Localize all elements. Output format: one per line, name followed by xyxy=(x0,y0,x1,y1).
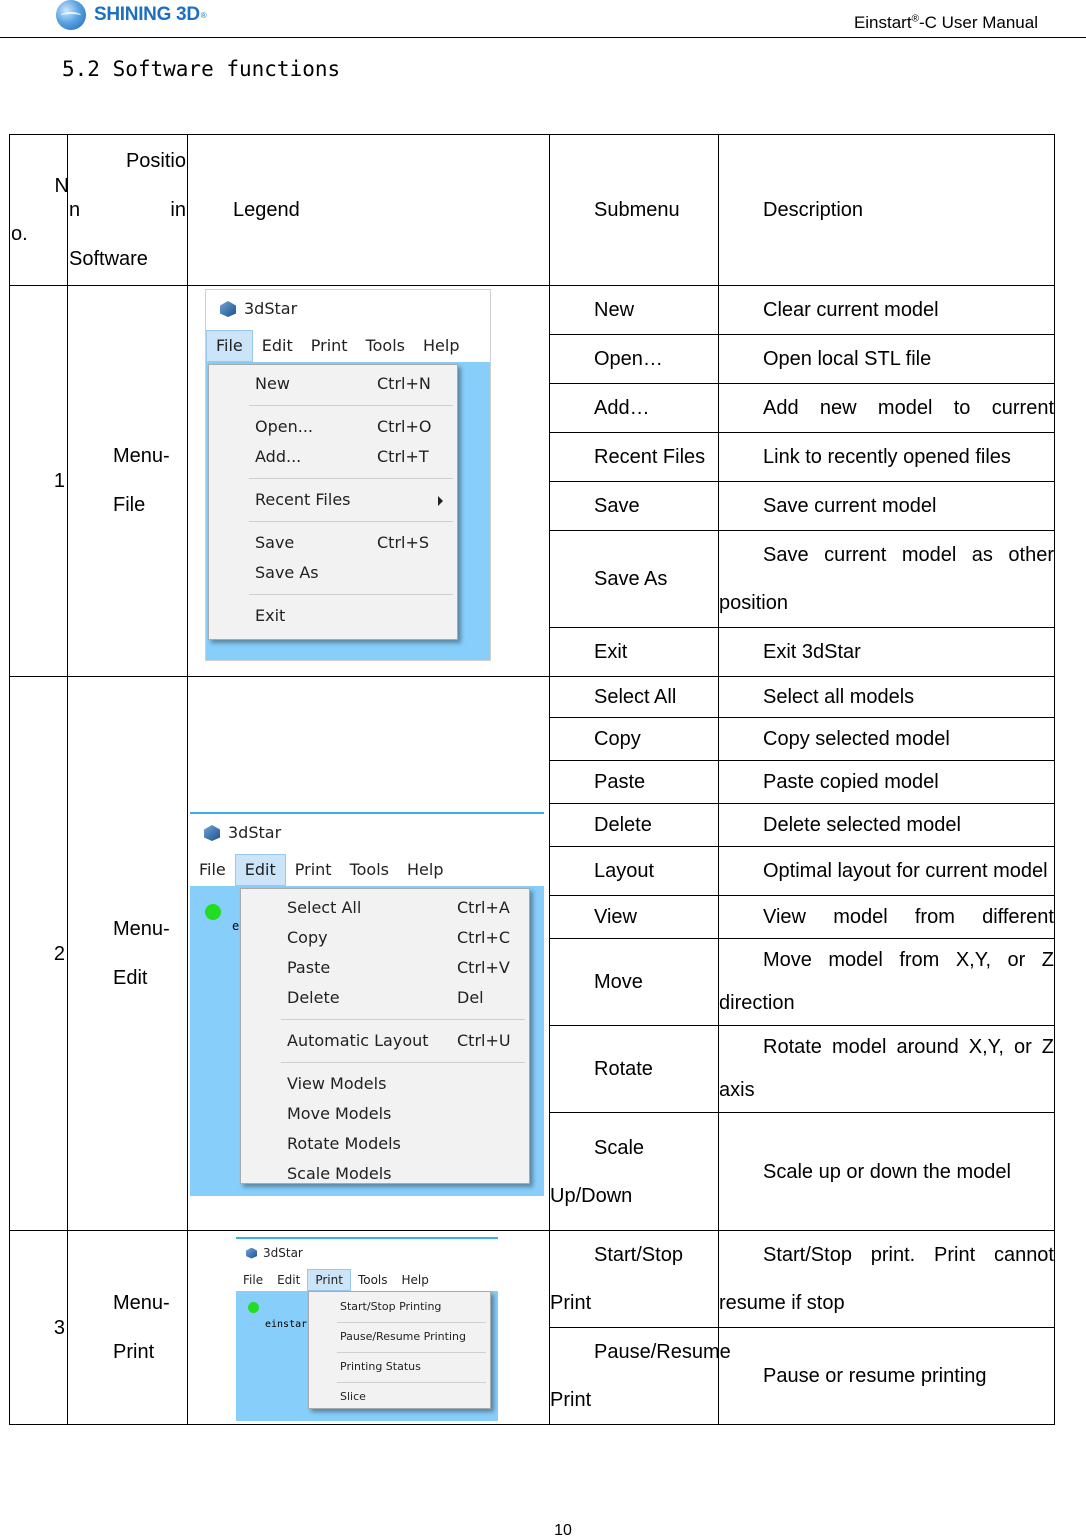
header-submenu: Submenu xyxy=(550,135,719,286)
description-cell: Add new model to current xyxy=(719,384,1055,433)
menu-help[interactable]: Help xyxy=(407,860,444,879)
header-legend: Legend xyxy=(188,135,550,286)
menu-item-paste[interactable]: Paste Ctrl+V xyxy=(287,958,510,977)
description-cell: Pause or resume printing xyxy=(719,1328,1055,1425)
print-menu-screenshot: 3dStar File Edit Print Tools Help einstar Start/Stop Printing Pause/Resume Printing Printing Status Slice xyxy=(236,1237,498,1421)
submenu-cell: Open… xyxy=(550,335,719,384)
table-header-row xyxy=(10,135,1055,286)
description-cell: Link to recently opened files xyxy=(719,433,1055,482)
submenu-cell: New xyxy=(550,286,719,335)
description-cell: Scale up or down the model xyxy=(719,1113,1055,1231)
menu-item-rotate-models[interactable]: Rotate Models xyxy=(287,1134,401,1153)
menu-file[interactable]: File xyxy=(206,330,253,362)
submenu-cell: Scale Up/Down xyxy=(550,1113,719,1231)
shining3d-logo xyxy=(56,0,207,30)
description-cell: Save current model xyxy=(719,482,1055,531)
description-cell: View model from different xyxy=(719,896,1055,939)
description-cell: Start/Stop print. Print cannot resume if stop xyxy=(719,1231,1055,1328)
submenu-arrow-icon xyxy=(438,496,443,506)
submenu-cell: Paste xyxy=(550,761,719,804)
menu-file[interactable]: File xyxy=(199,860,226,879)
description-cell: Save current model as other position xyxy=(719,531,1055,628)
position-cell: Menu- Print xyxy=(68,1231,188,1425)
row-number: 1 xyxy=(10,286,68,677)
description-cell: Optimal layout for current model xyxy=(719,847,1055,896)
menu-item-exit[interactable]: Exit xyxy=(255,606,286,625)
menu-print[interactable]: Print xyxy=(310,336,348,355)
menu-edit[interactable]: Edit xyxy=(235,854,286,886)
position-cell: Menu- Edit xyxy=(68,677,188,1231)
model-label: einstar xyxy=(265,1319,308,1330)
edit-menu-screenshot: 3dStar File Edit Print Tools Help e Select All Ctrl+A Copy Ctrl+C Paste Ctrl+V Delete Del Automatic Layout Ctrl+U View Models Move Models Rotate Models Scale Models xyxy=(190,812,544,1196)
menu-item-start-stop-printing[interactable]: Start/Stop Printing xyxy=(340,1300,442,1313)
table-row xyxy=(10,677,1055,718)
table-row xyxy=(10,286,1055,335)
description-cell: Exit 3dStar xyxy=(719,628,1055,677)
menu-tools[interactable]: Tools xyxy=(357,1273,388,1287)
submenu-cell: Exit xyxy=(550,628,719,677)
menu-item-save[interactable]: Save Ctrl+S xyxy=(255,533,430,552)
menu-edit[interactable]: Edit xyxy=(261,336,293,355)
menu-separator xyxy=(249,478,453,479)
submenu-cell: Add… xyxy=(550,384,719,433)
menu-item-new[interactable]: New Ctrl+N xyxy=(255,374,431,393)
model-status-dot-icon xyxy=(205,904,221,920)
header-description: Description xyxy=(719,135,1055,286)
menu-bar xyxy=(206,330,490,362)
submenu-cell: Copy xyxy=(550,718,719,761)
menu-print[interactable]: Print xyxy=(294,860,332,879)
menu-separator xyxy=(337,1322,486,1323)
description-cell: Clear current model xyxy=(719,286,1055,335)
menu-item-select-all[interactable]: Select All Ctrl+A xyxy=(287,898,510,917)
menu-separator xyxy=(249,594,453,595)
menu-file[interactable]: File xyxy=(243,1273,264,1287)
description-cell: Move model from X,Y, or Z direction xyxy=(719,939,1055,1026)
submenu-cell: Select All xyxy=(550,677,719,718)
menu-help[interactable]: Help xyxy=(401,1273,429,1287)
description-cell: Paste copied model xyxy=(719,761,1055,804)
description-cell: Copy selected model xyxy=(719,718,1055,761)
menu-tools[interactable]: Tools xyxy=(365,336,405,355)
header-position: Positio n in Software xyxy=(68,135,188,286)
menu-item-printing-status[interactable]: Printing Status xyxy=(340,1360,421,1373)
page-number: 10 xyxy=(554,1522,572,1538)
submenu-cell: Save xyxy=(550,482,719,531)
menu-item-move-models[interactable]: Move Models xyxy=(287,1104,392,1123)
submenu-cell: Save As xyxy=(550,531,719,628)
menu-edit[interactable]: Edit xyxy=(277,1273,301,1287)
app-icon xyxy=(220,301,236,317)
header-no: N o. xyxy=(10,135,68,286)
model-label: e xyxy=(232,919,240,933)
legend-cell xyxy=(188,1231,550,1425)
menu-bar xyxy=(190,854,544,886)
software-functions-table xyxy=(9,134,1055,1425)
section-title: 5.2 Software functions xyxy=(62,57,341,81)
menu-item-slice[interactable]: Slice xyxy=(340,1390,366,1403)
menu-item-pause-resume-printing[interactable]: Pause/Resume Printing xyxy=(340,1330,466,1343)
manual-title: Einstart®-C User Manual xyxy=(853,13,1038,32)
row-number: 2 xyxy=(10,677,68,1231)
app-icon xyxy=(246,1248,257,1259)
table-row xyxy=(10,1231,1055,1328)
menu-print[interactable]: Print xyxy=(307,1269,351,1291)
menu-separator xyxy=(337,1352,486,1353)
app-icon xyxy=(204,825,220,841)
page-header xyxy=(0,0,1086,38)
submenu-cell: Start/Stop Print xyxy=(550,1231,719,1328)
menu-tools[interactable]: Tools xyxy=(349,860,389,879)
edit-dropdown xyxy=(240,888,530,1184)
position-cell: Menu- File xyxy=(68,286,188,677)
menu-item-add[interactable]: Add... Ctrl+T xyxy=(255,447,429,466)
menu-item-automatic-layout[interactable]: Automatic Layout Ctrl+U xyxy=(287,1031,511,1050)
row-number: 3 xyxy=(10,1231,68,1425)
print-dropdown xyxy=(308,1291,491,1409)
logo-text: SHINING 3D xyxy=(94,4,200,25)
menu-item-save-as[interactable]: Save As xyxy=(255,563,319,582)
menu-item-copy[interactable]: Copy Ctrl+C xyxy=(287,928,511,947)
menu-separator xyxy=(337,1382,486,1383)
model-status-dot-icon xyxy=(248,1302,259,1313)
legend-cell xyxy=(188,286,550,677)
menu-item-recent-files[interactable]: Recent Files xyxy=(209,485,457,515)
submenu-cell: Delete xyxy=(550,804,719,847)
menu-item-view-models[interactable]: View Models xyxy=(287,1074,387,1093)
logo-registered-mark: ® xyxy=(200,10,207,20)
description-cell: Delete selected model xyxy=(719,804,1055,847)
description-cell: Open local STL file xyxy=(719,335,1055,384)
description-cell: Select all models xyxy=(719,677,1055,718)
submenu-cell: Recent Files xyxy=(550,433,719,482)
submenu-cell: Rotate xyxy=(550,1026,719,1113)
description-cell: Rotate model around X,Y, or Z axis xyxy=(719,1026,1055,1113)
submenu-cell: Move xyxy=(550,939,719,1026)
globe-logo-icon xyxy=(56,0,86,30)
file-dropdown xyxy=(208,364,458,640)
menu-bar xyxy=(236,1269,498,1291)
file-menu-screenshot: 3dStar File Edit Print Tools Help New Ctrl+N Open... Ctrl+O Add... Ctrl+T Recent Files Save Ctrl+S Save As Exit xyxy=(205,289,491,661)
menu-item-open[interactable]: Open... Ctrl+O xyxy=(255,417,432,436)
menu-item-scale-models[interactable]: Scale Models xyxy=(287,1164,392,1183)
menu-separator xyxy=(281,1019,525,1020)
submenu-cell: View xyxy=(550,896,719,939)
menu-help[interactable]: Help xyxy=(423,336,460,355)
submenu-cell: Pause/Resume Print xyxy=(550,1328,719,1425)
menu-separator xyxy=(281,1062,525,1063)
menu-separator xyxy=(249,405,453,406)
submenu-cell: Layout xyxy=(550,847,719,896)
menu-separator xyxy=(249,521,453,522)
legend-cell xyxy=(188,677,550,1231)
menu-item-delete[interactable]: Delete Del xyxy=(287,988,484,1007)
